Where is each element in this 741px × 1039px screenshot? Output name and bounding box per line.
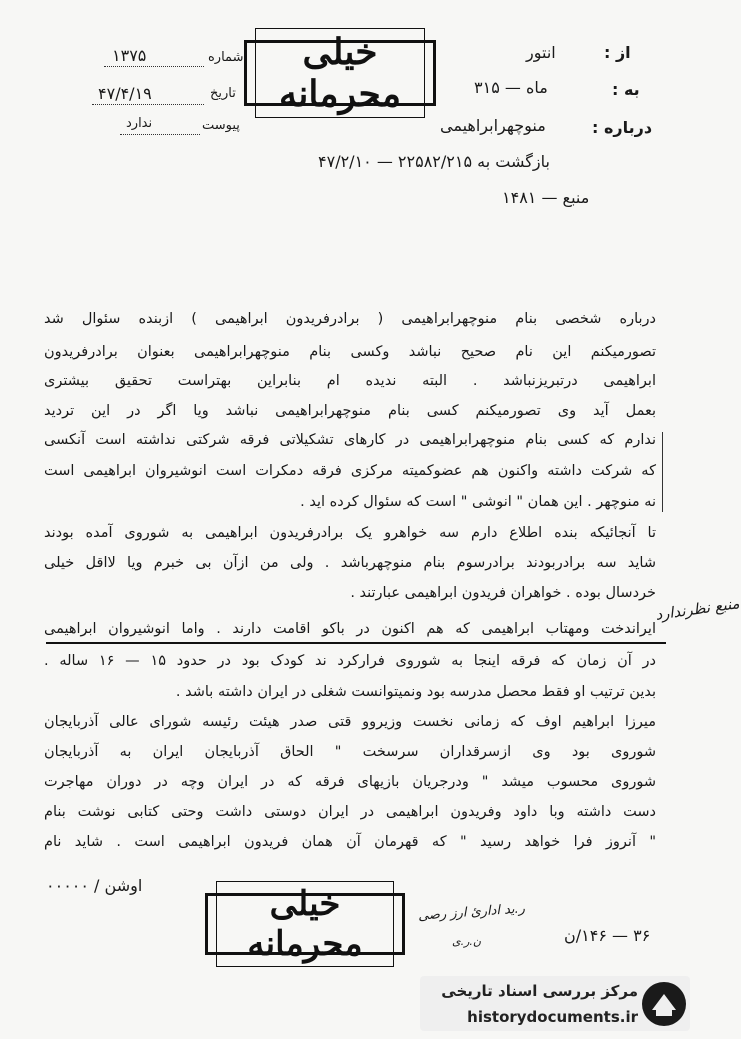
margin-note: منبع نظرندارد bbox=[654, 594, 741, 624]
watermark-url[interactable]: historydocuments.ir bbox=[467, 1008, 638, 1026]
body-line: شوروی بود وی ازسرقداران سرسخت " الحاق آذربایجان ایران به آذربایجان bbox=[44, 744, 656, 760]
bottom-confidential-stamp bbox=[205, 884, 405, 964]
body-line: ندارم که کسی بنام منوچهرابراهیمی در کارهای تشکیلاتی فرقه شرکتی نداشته است آنکسی bbox=[44, 432, 656, 448]
number-label: شماره bbox=[208, 50, 244, 65]
top-confidential-stamp bbox=[244, 31, 436, 115]
archive-logo-icon bbox=[640, 980, 688, 1028]
document-reference: ۳۶ — ۱۴۶/ن bbox=[564, 926, 651, 945]
body-line: میرزا ابراهیم اوف که زمانی نخست وزیروو قتی صدر هیئت رئیسه شورای عالی آذربایجان bbox=[44, 714, 656, 730]
body-line: ابراهیمی درتبریزنباشد . البته ندیده ام بنابراین بهتراست تحقیق بیشتری bbox=[44, 373, 656, 389]
watermark-name: مرکز بررسی اسناد تاریخی bbox=[441, 982, 638, 1000]
from-value: انتور bbox=[526, 43, 556, 62]
body-line: تصورمیکنم این نام صحیح نباشد وکسی بنام منوچهرابراهیمی بعنوان برادرفریدون bbox=[44, 344, 656, 360]
number-dots bbox=[104, 66, 204, 67]
handwritten-signature: ر.ید ادارئ ارز رصی bbox=[417, 901, 526, 924]
body-line: " آنروز فرا خواهد رسید " که قهرمان آن همان فریدون ابراهیمی است . شاید نام bbox=[44, 834, 656, 850]
body-line: نه منوچهر . این همان " انوشی " است که سئوال کرده اید . bbox=[300, 494, 656, 510]
attachment-dots bbox=[120, 134, 200, 135]
reference-line: بازگشت به ۲۲۵۸۲/۲۱۵ — ۴۷/۲/۱۰ bbox=[318, 152, 550, 171]
number-value: ۱۳۷۵ bbox=[112, 46, 147, 65]
body-line: که شرکت داشته واکنون هم عضوکمیته مرکزی فرقه دمکرات است انوشیروان ابراهیمی است bbox=[44, 463, 656, 479]
body-line: بعمل آید وی تصورمیکنم کسی بنام منوچهرابراهیمی نباشد ویا اگر در این تردید bbox=[44, 403, 656, 419]
signature-initials: ن.ر.ی bbox=[452, 935, 481, 948]
attachment-value: ندارد bbox=[126, 116, 153, 131]
subject-label: درباره : bbox=[592, 118, 653, 137]
subject-value: منوچهرابراهیمی bbox=[440, 116, 546, 135]
date-label: تاریخ bbox=[210, 86, 236, 101]
body-line: شوروی محسوب میشد " ودرجریان بازیهای فرقه که در ایران وچه در دوران مهاجرت bbox=[44, 774, 656, 790]
body-line: درباره شخصی بنام منوچهرابراهیمی ( برادرفریدون ابراهیمی ) ازبنده سئوال شد bbox=[44, 311, 656, 327]
handwritten-underline bbox=[46, 642, 666, 644]
source-line: منبع — ۱۴۸۱ bbox=[502, 188, 590, 207]
body-line: بدین ترتیب او فقط محصل مدرسه بود ونمیتوانست شغلی در ایران داشته باشد . bbox=[175, 684, 656, 700]
body-line: دست داشته وبا داود وفریدون ابراهیمی در ایران دوستی داشت وحتی کتابی نوشت بنام bbox=[44, 804, 656, 820]
body-line: خردسال بوده . خواهران فریدون ابراهیمی عبارتند . bbox=[350, 585, 656, 601]
body-line: در آن زمان که فرقه اینجا به شوروی فرارکرد ند کودک بود در حدود ۱۵ — ۱۶ ساله . bbox=[44, 653, 656, 669]
date-value: ۴۷/۴/۱۹ bbox=[98, 84, 152, 103]
from-label: از : bbox=[604, 43, 631, 62]
top-stamp-text: خیلی محرمانه bbox=[255, 28, 425, 118]
bottom-stamp-text: خیلی محرمانه bbox=[216, 881, 394, 967]
body-line: شاید سه برادربودند برادرسوم بنام منوچهرباشد . ولی من ازآن بی خبرم ویا لااقل خیلی bbox=[44, 555, 656, 571]
margin-bracket-line bbox=[662, 432, 663, 512]
date-dots bbox=[92, 104, 204, 105]
to-label: به : bbox=[612, 80, 640, 99]
source-code: اوشن / ۰۰۰۰۰ bbox=[46, 876, 143, 895]
to-value: ماه — ۳۱۵ bbox=[474, 78, 548, 97]
attachment-label: پیوست bbox=[202, 118, 240, 133]
body-line: تا آنجائیکه بنده اطلاع دارم سه خواهرو یک برادرفریدون ابراهیمی به شوروی آمده بودند bbox=[44, 525, 656, 541]
body-line: ایراندخت ومهتاب ابراهیمی که هم اکنون در باکو اقامت دارند . واما انوشیروان ابراهیمی bbox=[44, 621, 656, 637]
